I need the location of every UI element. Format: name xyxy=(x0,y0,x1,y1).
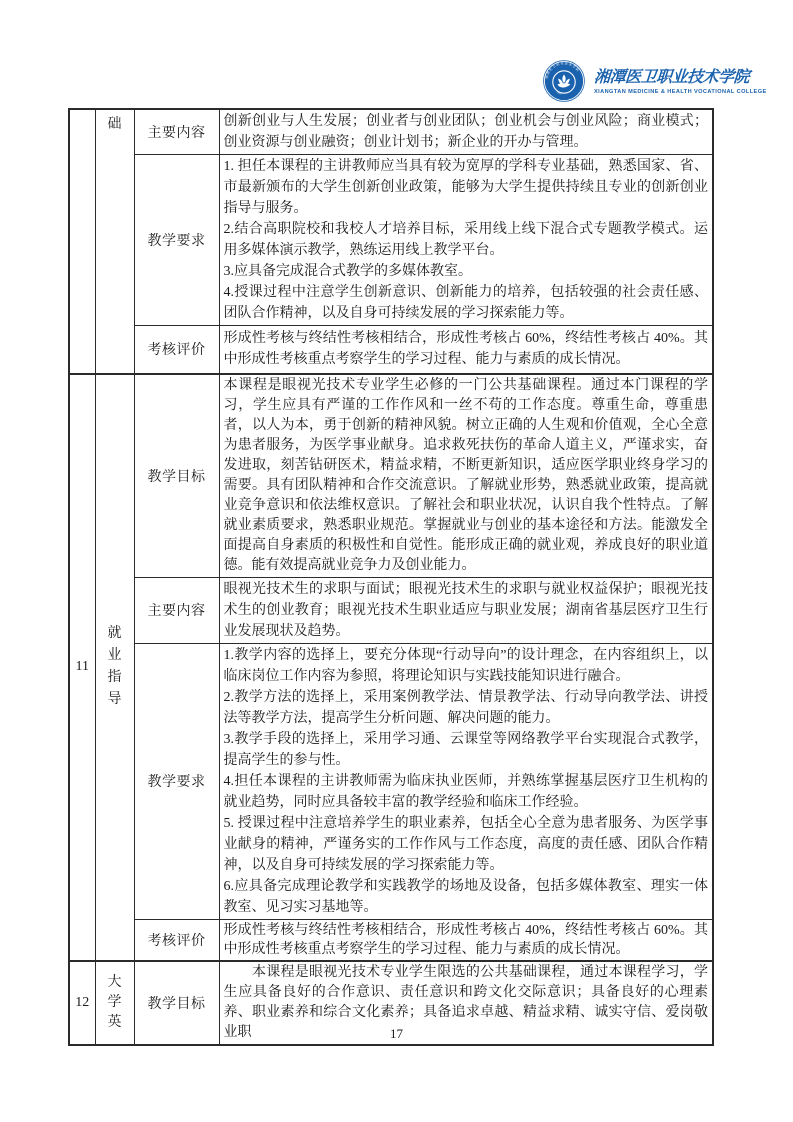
seal-arc-subtext: 1958 xyxy=(555,90,562,96)
college-name-en: XIANGTAN MEDICINE & HEALTH VOCATIONAL COLLEGE xyxy=(594,88,767,95)
course-name: 就业指导 xyxy=(107,626,122,707)
college-logo xyxy=(541,58,767,104)
seal-arc-text: 湘潭医卫职业技术学院 xyxy=(544,61,581,80)
logo-text xyxy=(594,68,767,95)
row-label: 教学要求 xyxy=(134,155,219,326)
row-content: 形成性考核与终结性考核相结合，形成性考核占 60%，终结性考核占 40%。其中形成性考核重点考察学生的学习过程、能力与素质的成长情况。 xyxy=(219,326,713,374)
requirement-item: 6.应具备完成理论教学和实践教学的场地及设备，包括多媒体教室、理实一体教室、见习实习基地等。 xyxy=(223,878,708,915)
course-name: 础 xyxy=(107,117,122,132)
row-content xyxy=(219,643,713,919)
row-label: 考核评价 xyxy=(134,919,219,961)
row-label: 教学目标 xyxy=(134,374,219,578)
table-row xyxy=(69,919,713,961)
requirement-item: 1. 担任本课程的主讲教师应当具有较为宽厚的学科专业基础，熟悉国家、省、市最新颁布的大学生创新创业政策，能够为大学生提供持续且专业的创新创业指导与服务。 xyxy=(223,159,708,216)
row-content: 形成性考核与终结性考核相结合，形成性考核占 40%，终结性考核占 60%。其中形成性考核重点考察学生的学习过程、能力与素质的成长情况。 xyxy=(219,919,713,961)
table-row xyxy=(69,643,713,919)
row-content: 眼视光技术生的求职与面试；眼视光技术生的求职与就业权益保护；眼视光技术生的创业教育；眼视光技术生职业适应与职业发展；湖南省基层医疗卫生行业发展现状及趋势。 xyxy=(219,577,713,643)
college-seal-icon xyxy=(541,58,587,104)
requirement-item: 4.担任本课程的主讲教师需为临床执业医师，并熟练掌握基层医疗卫生机构的就业趋势，同时应具备较丰富的教学经验和临床工作经验。 xyxy=(223,773,708,810)
row-label: 考核评价 xyxy=(134,326,219,374)
requirement-item: 1.教学内容的选择上，要充分体现“行动导向”的设计理念，在内容组织上，以临床岗位工作内容为参照，将理论知识与实践技能知识进行融合。 xyxy=(223,647,708,684)
row-label: 主要内容 xyxy=(134,109,219,155)
row-label: 教学要求 xyxy=(134,643,219,919)
course-name: 大学英 xyxy=(107,974,122,1030)
requirement-item: 2.教学方法的选择上，采用案例教学法、情景教学法、行动导向教学法、讲授法等教学方法，提高学生分析问题、解决问题的能力。 xyxy=(223,689,708,726)
row-content: 本课程是眼视光技术专业学生限选的公共基础课程，通过本课程学习，学生应具备良好的合作意识、责任意识和跨文化交际意识；具备良好的心理素养、职业素养和综合文化素养；具备追求卓越、精益求精、诚实守信、爱岗敬业职 xyxy=(219,961,713,1045)
row-content: 本课程是眼视光技术专业学生必修的一门公共基础课程。通过本门课程的学习，学生应具有严谨的工作作风和一丝不苟的工作态度。尊重生命，尊重患者，以人为本，勇于创新的精神风貌。树立正确的人生观和价值观，全心全意为患者服务，为医学事业献身。追求救死扶伤的革命人道主义，严谨求实，奋发进取，刻苦钻研医术，精益求精，不断更新知识，适应医学职业终身学习的需要。具有团队精神和合作交流意识。了解就业形势，熟悉就业政策，提高就业竞争意识和依法维权意识。了解社会和职业状况，认识自我个性特点。了解就业素质要求，熟悉职业规范。掌握就业与创业的基本途径和方法。能激发全面提高自身素质的积极性和自觉性。能形成正确的就业观，养成良好的职业道德。能有效提高就业竞争力及创业能力。 xyxy=(219,374,713,578)
requirement-item: 3.应具备完成混合式教学的多媒体教室。 xyxy=(223,264,472,279)
page-number: 17 xyxy=(390,1026,403,1041)
row-content xyxy=(219,155,713,326)
college-name-cn: 湘潭医卫职业技术学院 xyxy=(593,68,750,86)
requirement-item: 3.教学手段的选择上，采用学习通、云课堂等网络教学平台实现混合式教学，提高学生的参与性。 xyxy=(223,731,708,768)
table-row xyxy=(69,374,713,578)
row-label: 教学目标 xyxy=(134,961,219,1045)
row-label: 主要内容 xyxy=(134,577,219,643)
course-name-cell xyxy=(95,109,134,374)
table-row xyxy=(69,326,713,374)
course-name-cell xyxy=(95,374,134,961)
requirement-item: 5. 授课过程中注意培养学生的职业素养，包括全心全意为患者服务、为医学事业献身的精神，严谨务实的工作作风与工作态度，高度的责任感、团队合作精神，以及自身可持续发展的学习探索能力等。 xyxy=(223,815,708,873)
course-number-cell: 11 xyxy=(69,374,95,961)
course-number-cell xyxy=(69,109,95,374)
table-row xyxy=(69,577,713,643)
requirement-item: 4.授课过程中注意学生创新意识、创新能力的培养，包括较强的社会责任感、团队合作精神，以及自身可持续发展的学习探索能力等。 xyxy=(223,285,708,321)
row-content: 创新创业与人生发展；创业者与创业团队；创业机会与创业风险；商业模式；创业资源与创业融资；创业计划书；新企业的开办与管理。 xyxy=(219,109,713,155)
table-row xyxy=(69,155,713,326)
course-number-cell: 12 xyxy=(69,961,95,1045)
table-row xyxy=(69,109,713,155)
requirement-item: 2.结合高职院校和我校人才培养目标，采用线上线下混合式专题教学模式。运用多媒体演示教学，熟练运用线上教学平台。 xyxy=(223,222,708,258)
course-table xyxy=(68,108,714,1046)
